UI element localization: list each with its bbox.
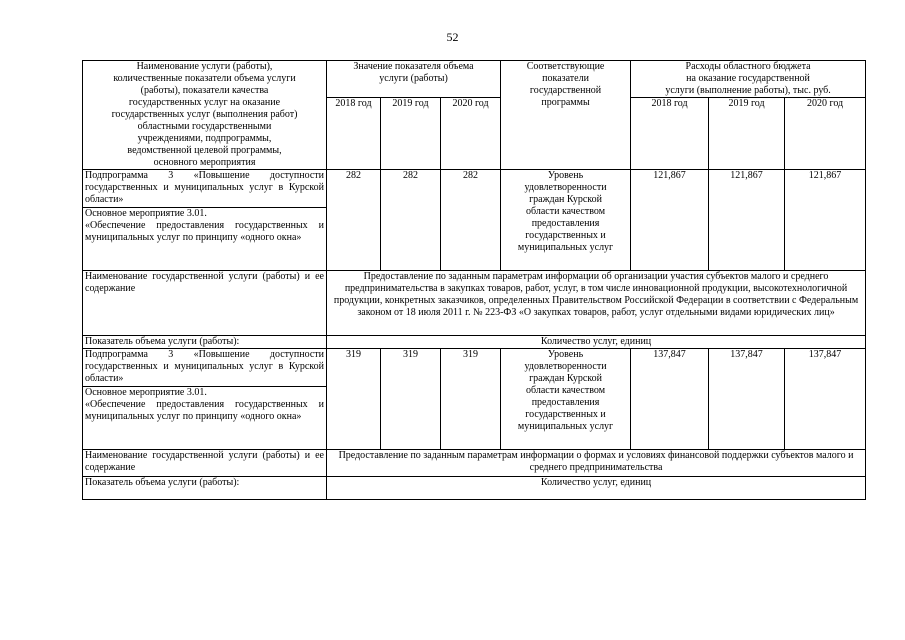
expense-2019-cell: 137,847 <box>709 349 785 450</box>
volume-indicator-value: Количество услуг, единиц <box>327 336 866 349</box>
subprogram-cell: Подпрограмма 3 «Повышение доступности государственных и муниципальных услуг в Курской области» <box>83 170 327 208</box>
expense-2019-cell: 121,867 <box>709 170 785 271</box>
volume-indicator-label: Показатель объема услуги (работы): <box>83 477 327 500</box>
header-year-volume-2018: 2018 год <box>327 98 381 170</box>
table-row <box>83 450 866 477</box>
volume-indicator-value: Количество услуг, единиц <box>327 477 866 500</box>
expense-2020-cell: 121,867 <box>785 170 866 271</box>
measure-text: «Обеспечение предоставления государственных и муниципальных услуг по принципу «одного окна» <box>85 220 324 243</box>
header-name-col: Наименование услуги (работы), количественные показатели объема услуги (работы), показатели качества государственных услуг на оказание государственных услуг (выполнения работ) областными государственными учреждениями, подпрограммы, ведомственной целевой программы, основного мероприятия <box>83 61 327 170</box>
volume-2019-cell: 319 <box>381 349 441 450</box>
header-indicators-col: Соответствующие показатели государственной программы <box>501 61 631 170</box>
service-label-cell: Наименование государственной услуги (работы) и ее содержание <box>83 271 327 336</box>
volume-2020-cell: 282 <box>441 170 501 271</box>
services-table <box>82 60 866 500</box>
header-year-expenses-2018: 2018 год <box>631 98 709 170</box>
header-year-expenses-2020: 2020 год <box>785 98 866 170</box>
volume-2020-cell: 319 <box>441 349 501 450</box>
indicator-cell: Уровень удовлетворенности граждан Курской области качеством предоставления государственных и муниципальных услуг <box>501 170 631 271</box>
indicator-cell: Уровень удовлетворенности граждан Курской области качеством предоставления государственных и муниципальных услуг <box>501 349 631 450</box>
measure-title: Основное мероприятие 3.01. <box>85 387 207 398</box>
table-row <box>83 271 866 336</box>
measure-cell <box>83 387 327 450</box>
volume-2019-cell: 282 <box>381 170 441 271</box>
page-number: 52 <box>446 30 459 44</box>
header-year-volume-2020: 2020 год <box>441 98 501 170</box>
header-year-expenses-2019: 2019 год <box>709 98 785 170</box>
header-expenses-col: Расходы областного бюджета на оказание государственной услуги (выполнение работы), тыс. руб. <box>631 61 866 98</box>
measure-title: Основное мероприятие 3.01. <box>85 208 207 219</box>
table-row <box>83 170 866 208</box>
table-row <box>83 336 866 349</box>
expense-2018-cell: 121,867 <box>631 170 709 271</box>
volume-2018-cell: 282 <box>327 170 381 271</box>
volume-2018-cell: 319 <box>327 349 381 450</box>
table-row <box>83 477 866 500</box>
header-year-volume-2019: 2019 год <box>381 98 441 170</box>
expense-2018-cell: 137,847 <box>631 349 709 450</box>
expense-2020-cell: 137,847 <box>785 349 866 450</box>
measure-cell <box>83 208 327 271</box>
header-volume-col: Значение показателя объема услуги (работы) <box>327 61 501 98</box>
table-row <box>83 349 866 387</box>
table-header-row <box>83 61 866 98</box>
volume-indicator-label: Показатель объема услуги (работы): <box>83 336 327 349</box>
subprogram-cell: Подпрограмма 3 «Повышение доступности государственных и муниципальных услуг в Курской области» <box>83 349 327 387</box>
service-content-cell: Предоставление по заданным параметрам информации об организации участия субъектов малого и среднего предпринимательства в закупках товаров, работ, услуг, в том числе инновационной продукции, высокотехнологичной продукции, конкретных заказчиков, определенных Правительством Российской Федерации в соответствии с Федеральным законом от 18 июля 2011 г. № 223-ФЗ «О закупках товаров, работ, услуг отдельными видами юридических лиц» <box>327 271 866 336</box>
measure-text: «Обеспечение предоставления государственных и муниципальных услуг по принципу «одного окна» <box>85 399 324 422</box>
service-label-cell: Наименование государственной услуги (работы) и ее содержание <box>83 450 327 477</box>
service-content-cell: Предоставление по заданным параметрам информации о формах и условиях финансовой поддержки субъектов малого и среднего предпринимательства <box>327 450 866 477</box>
